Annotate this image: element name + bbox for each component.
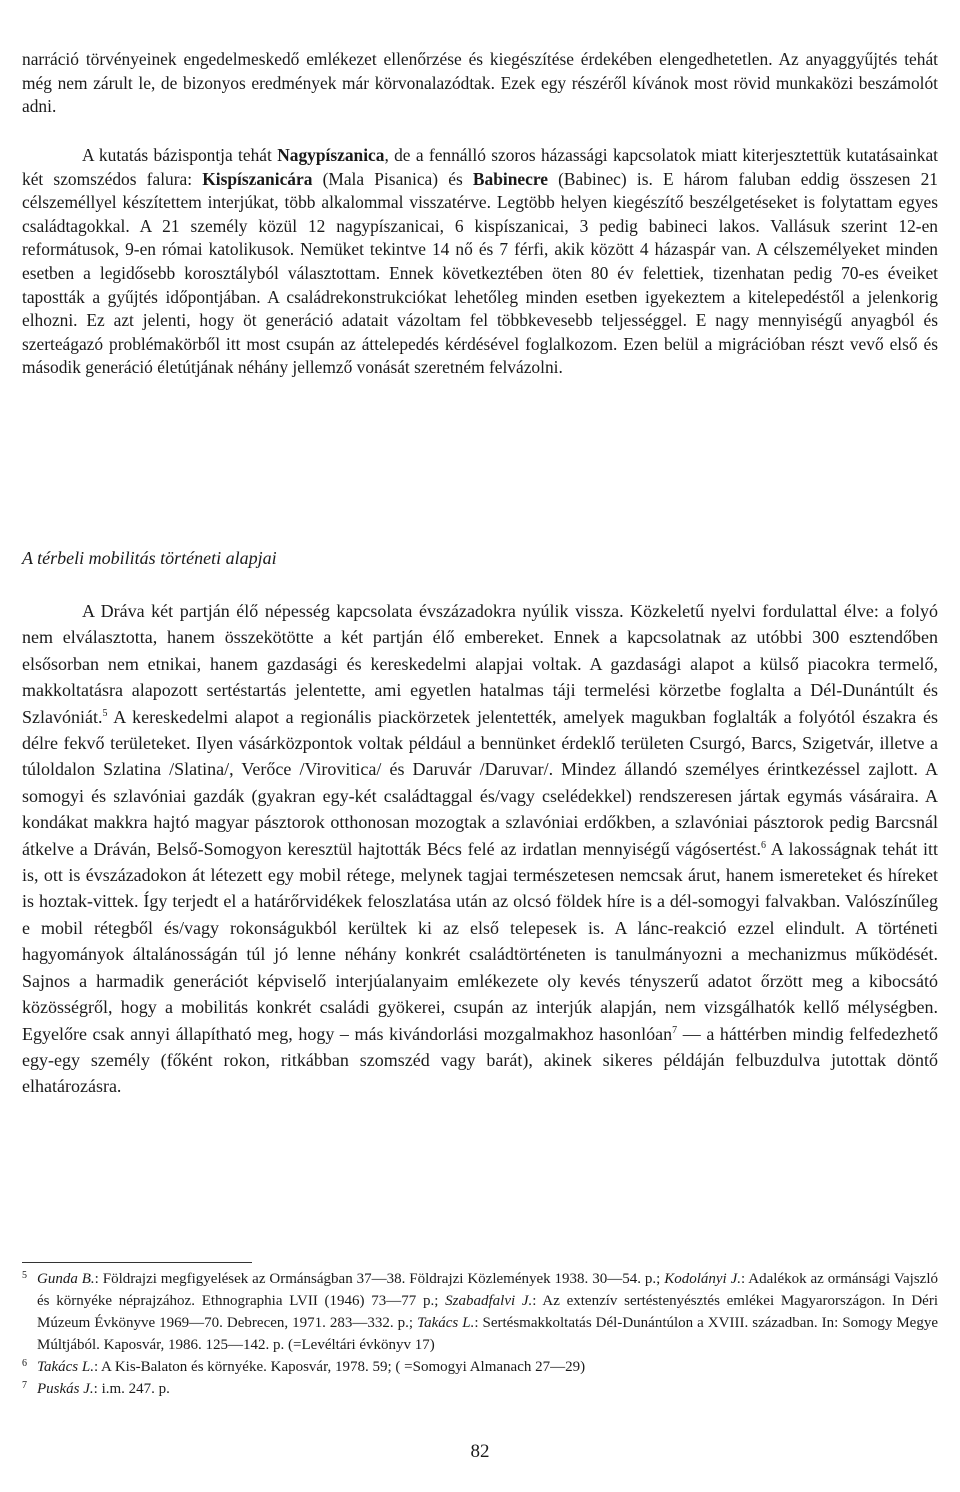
footnotes [22, 1268, 938, 1400]
footnote-text: : Adalékok az ormánsági Vajszló és környéke néprajzához. Ethnographia LVII (1946) 73—77 p.; [37, 1271, 939, 1309]
village-name-bold: Babinecre [472, 168, 548, 189]
page-number: 82 [470, 1441, 490, 1462]
footnote-author: Szabadfalvi J. [445, 1293, 533, 1309]
footnote-ref[interactable]: 6 [761, 839, 767, 851]
footnote-ref[interactable]: 7 [672, 1024, 678, 1036]
footnote-divider [22, 1262, 252, 1263]
text-run: A kutatás bázispontja tehát [82, 145, 278, 165]
footnote-text: : Sertésmakkoltatás Dél-Dunántúlon a XVIII. században. In: Somogy Megye Múltjából. Kaposvár, 1986. 125—142. p. (=Levéltári évkönyv 17) [37, 1315, 938, 1353]
footnote-text: : A Kis-Balaton és környéke. Kaposvár, 1978. 59; ( =Somogyi Almanach 27—29) [93, 1359, 586, 1375]
footnote-author: Puskás J. [37, 1381, 94, 1397]
text-run: — a háttérben mindig felfedezhető egy-egy személy (főként rokon, ritkábban szomszéd vagy barát), akinek sikeres példáján felbuzdulva jutottak döntő elhatározásra. [22, 1023, 938, 1097]
footnote-text: : Földrajzi megfigyelések az Ormánságban 37—38. Földrajzi Közlemények 1938. 30—54. p.; [94, 1271, 665, 1287]
footnote-author: Takács L. [417, 1315, 475, 1331]
text-run: (Babinec) is. E három faluban eddig összesen 21 célszeméllyel készítettem interjúkat, több alkalommal visszatérve. Legtöbb helyen kiegészítő beszélgetéseket is folytattam egyes családtagokkal. A 21 személy közül 12 nagypíszanicai, 6 kispíszanicai, 3 pedig babineci lakos. Vallásuk szerint 12-en reformátusok, 9-en római katolikusok. Nemüket tekintve 14 nő és 7 férfi, akik között 4 házaspár van. A célszemélyeket minden esetben a legidősebb korosztályból választottam. Ennek következtében öten 80 év felettiek, tizenhatan pedig 70-es éveiket tapostták a gyűjtés időpontjában. A családrekonstrukciókat lehetőleg minden esetben igyekeztem a kitelepedéstől a jelenkorig elhozni. Ez azt jelenti, hogy öt generáció adatait vázoltam fel többkevesebb teljességgel. E nagy mennyiségű anyagból és szerteágazó problémakörből itt most csupán az áttelepedés kérdésével foglalkozom. Ezen belül a migrációban részt vevő első és második generáció életútjának néhány jellemző vonását szeretném felvázolni. [22, 168, 938, 378]
footnote [22, 1378, 938, 1400]
text-run: A Dráva két partján élő népesség kapcsolata évszázadokra nyúlik vissza. Közkeletű nyelvi fordulattal élve: a folyó nem elválasztotta, hanem összekötötte a két partján élő embereket. Ennek a kapcsolatnak az utóbbi 300 esztendőben elsősorban nem etnikai, hanem gazdasági és kereskedelmi alapjai voltak. A gazdasági alapot a külső piacokra termelő, makkoltatásra alapozott sertéstartás jelentette, ami egyetlen hatalmas táji termelési körzetbe foglalta a Dél-Dunántúlt és Szlavóniát. [22, 601, 938, 727]
footnote-text: : i.m. 247. p. [93, 1381, 170, 1397]
text-run: (Mala Pisanica) és [312, 168, 473, 189]
text-run: A lakosságnak tehát itt is, ott is évszázadokon át létezett egy mobil rétege, melynek tagjai természetesen nemcsak árut, hanem ismereteket és híreket is hoztak-vittek. Így terjedt el a határőrvidékek feloszlatása után az olcsó földek híre is a dél-somogyi falvakban. Valószínűleg e mobil rétegből és/vagy rokonságukból kerültek ki az első telepesek is. A lánc-reakció ezzel elindult. A történeti hagyományok általánosságán túl jó lenne néhány konkrét családtörténeten is tanulmányozni a mechanizmus működését. Sajnos a harmadik generációt képviselő interjúalanyaim emlékezete oly kevés tényszerű adatot őrzött meg a kibocsátó közösségről, hogy a mobilitás konkrét családi gyökerei, csupán az interjúk alapján, nem vizsgálhatók kellő mélységben. Egyelőre csak annyi állapítható meg, hogy – más kivándorlási mozgalmakhoz hasonlóan [22, 838, 938, 1044]
footnote-author: Gunda B. [37, 1271, 95, 1287]
paragraph-intro: narráció törvényeinek engedelmeskedő emlékezet ellenőrzése és kiegészítése érdekében elengedhetetlen. Az anyaggyűjtés tehát még nem zárult le, de bizonyos eredmények már körvonalazódtak. Ezek egy részéről kívánok most rövid munkaközi beszámolót adni. [22, 49, 938, 117]
footnote-text: : Az extenzív sertéstenyésztés emlékei Magyarországon. In Déri Múzeum Évkönyve 1969—70. Debrecen, 1971. 283—332. p.; [37, 1293, 938, 1331]
footnote-mark: 6 [22, 1358, 27, 1369]
footnote [22, 1268, 938, 1356]
text-run: A kereskedelmi alapot a regionális piackörzetek jelentették, amelyek magukban foglalták a folyótól északra és délre fekvő területeket. Ilyen vásárközpontok voltak például a bennünket érdeklő területen Csurgó, Barcs, Szigetvár, illetve a túloldalon Szlatina /Slatina/, Verőce /Virovitica/ és Daruvár /Daruvar/. Mindez állandó személyes érintkezéssel zajlott. A somogyi és szlavóniai gazdák (gyakran egy-két családtaggal és/vagy cselédekkel) rendszeresen jártak egymás vásáraira. A kondákat makkra hajtó magyar pásztorok otthonosan mozogtak a szlavóniai erdőkben, a szlavóniai pásztorok pedig Barcsnál átkelve a Dráván, Belső-Somogyon keresztül hajtották Bécs felé az irdatlan mennyiségű vágósertést. [22, 706, 938, 859]
paragraph-research-base [22, 144, 938, 380]
footnote [22, 1356, 938, 1378]
footnote-mark: 5 [22, 1270, 27, 1281]
footnote-mark: 7 [22, 1380, 27, 1391]
text-run: , de a fennálló szoros házassági kapcsolatok miatt kiterjesztettük kutatásainkat két szomszédos falura: [22, 145, 938, 189]
paragraph-mobility-history [22, 598, 938, 1100]
footnote-author: Takács L. [37, 1359, 94, 1375]
village-name-bold: Nagypíszanica [277, 145, 385, 165]
section-heading: A térbeli mobilitás történeti alapjai [22, 548, 277, 568]
footnote-ref[interactable]: 5 [102, 707, 108, 719]
village-name-bold: Kispíszanicára [202, 168, 313, 189]
footnote-author: Kodolányi J. [664, 1271, 742, 1287]
